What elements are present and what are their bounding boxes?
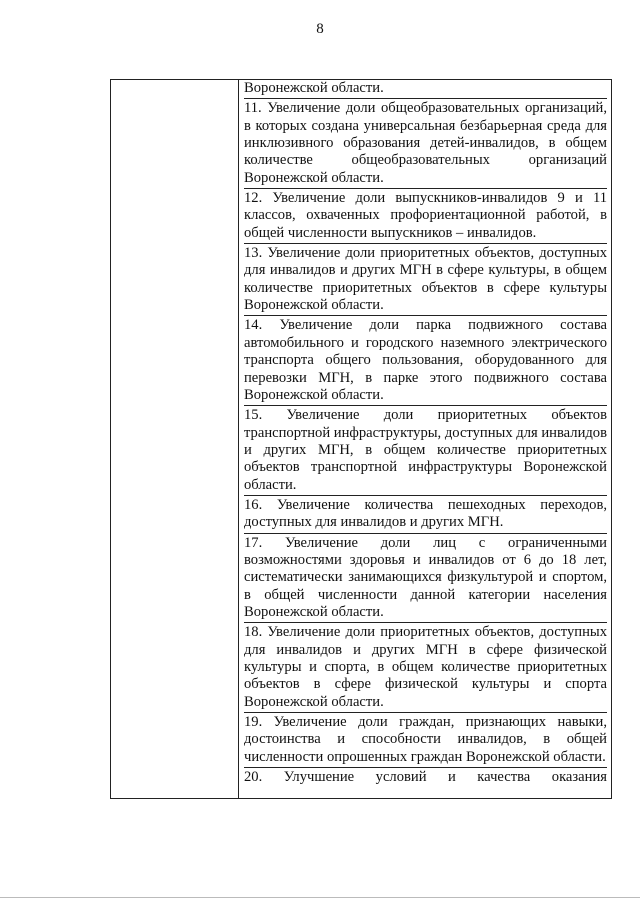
paragraph-item-19: 19. Увеличение доли граждан, признающих навыки, достоинства и способности инвалидов, в общей численности опрошенных граждан Воронежской области.	[244, 714, 607, 768]
table-cell-left	[111, 80, 239, 799]
paragraph-item-14: 14. Увеличение доли парка подвижного состава автомобильного и городского наземного электрического транспорта общего пользования, оборудованного для перевозки МГН, в парке этого подвижного состава Воронежской области.	[244, 317, 607, 406]
paragraph-item-18: 18. Увеличение доли приоритетных объектов, доступных для инвалидов и других МГН в сфере физической культуры и спорта, в общем количестве приоритетных объектов в сфере физической культуры и спорта Воронежской области.	[244, 624, 607, 713]
paragraph-continued: Воронежской области.	[244, 80, 607, 99]
paragraph-item-17: 17. Увеличение доли лиц с ограниченными возможностями здоровья и инвалидов от 6 до 18 лет, систематически занимающихся физкультурой и спортом, в общей численности данной категории населения Воронежской области.	[244, 535, 607, 624]
scan-bottom-edge	[0, 897, 640, 898]
table-cell-right	[239, 80, 612, 799]
paragraph-item-12: 12. Увеличение доли выпускников-инвалидов 9 и 11 классов, охваченных профориентационной работой, в общей численности выпускников – инвалидов.	[244, 190, 607, 244]
cell-content	[244, 80, 607, 796]
paragraph-item-13: 13. Увеличение доли приоритетных объектов, доступных для инвалидов и других МГН в сфере культуры, в общем количестве приоритетных объектов в сфере культуры Воронежской области.	[244, 245, 607, 316]
page-number: 8	[316, 21, 324, 37]
document-table	[110, 79, 612, 799]
paragraph-item-11: 11. Увеличение доли общеобразовательных организаций, в которых создана универсальная безбарьерная среда для инклюзивного образования детей-инвалидов, в общем количестве общеобразовательных организаций Воронежской области.	[244, 100, 607, 189]
paragraph-item-15: 15. Увеличение доли приоритетных объектов транспортной инфраструктуры, доступных для инвалидов и других МГН, в общем количестве приоритетных объектов транспортной инфраструктуры Воронежской области.	[244, 407, 607, 496]
table-row	[111, 80, 612, 799]
paragraph-item-16: 16. Увеличение количества пешеходных переходов, доступных для инвалидов и других МГН.	[244, 497, 607, 534]
paragraph-item-20: 20. Улучшение условий и качества оказания	[244, 769, 607, 786]
